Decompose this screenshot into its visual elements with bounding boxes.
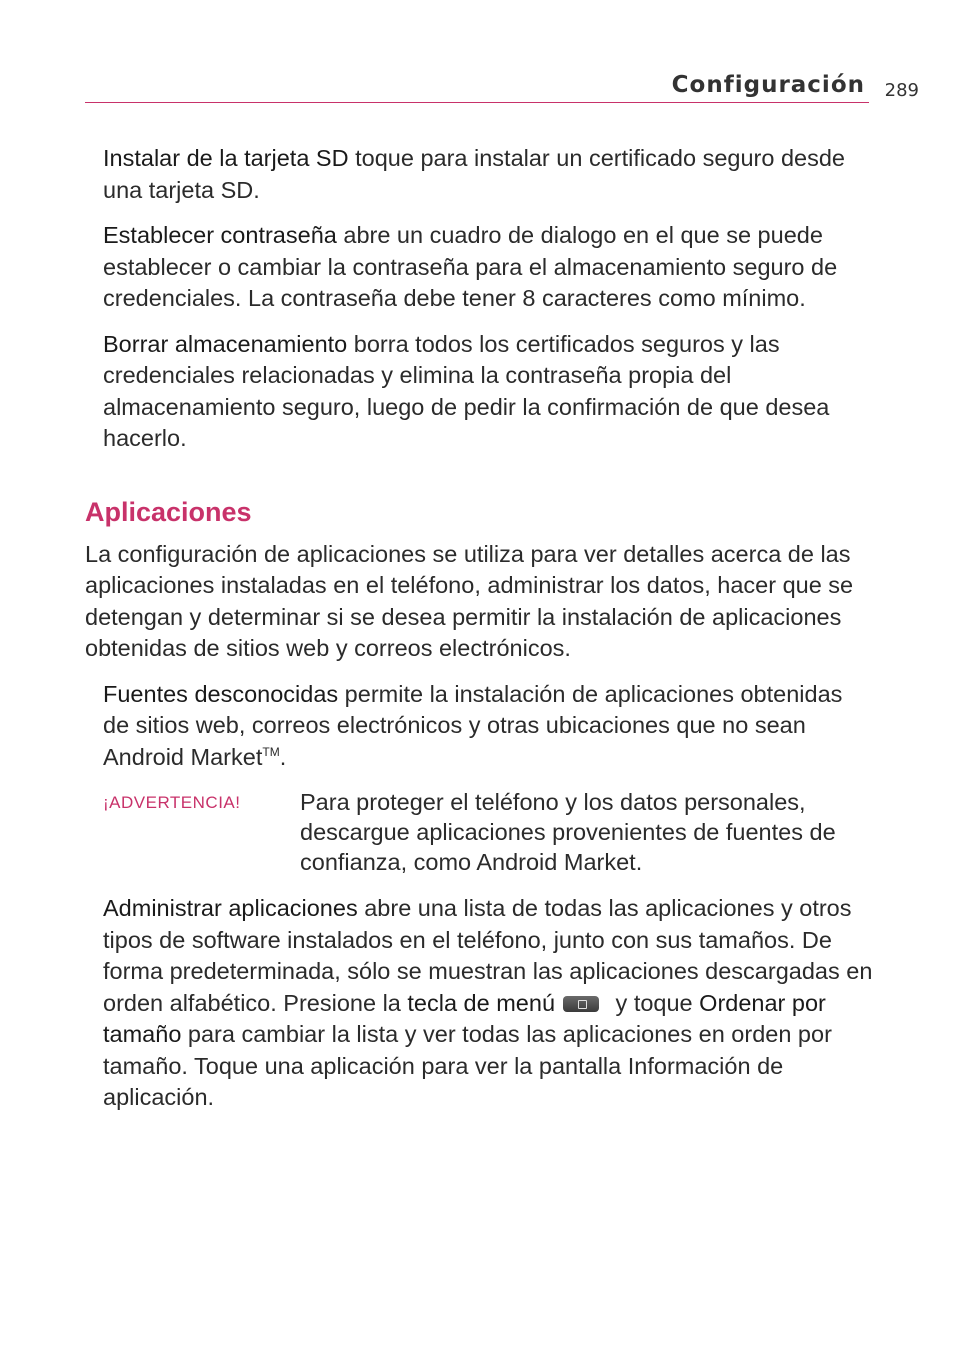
entry-term: Instalar de la tarjeta SD — [103, 145, 349, 171]
page-content — [85, 143, 875, 1128]
header-divider — [85, 102, 869, 103]
entry-description: borra todos los certificados seguros y las credenciales relacionadas y elimina la contraseña propia del almacenamiento seguro, luego de pedir la confirmación de que desea hacerlo. — [103, 330, 830, 451]
entry-administrar-aplicaciones — [103, 893, 875, 1114]
page-header — [85, 66, 919, 106]
entry-description: abre un cuadro de dialogo en el que se puede establecer o cambiar la contraseña para el almacenamiento seguro de credenciales. La contraseña debe tener 8 caracteres como mínimo. — [103, 222, 838, 311]
entry-term: Borrar almacenamiento — [103, 330, 348, 357]
warning-block — [103, 787, 875, 877]
entry-end: . — [279, 743, 287, 770]
entry-term: Establecer contraseña — [103, 222, 337, 248]
entry-borrar-almacenamiento — [103, 329, 875, 455]
entry-instalar-sd — [103, 143, 875, 206]
trademark-mark: TM — [262, 744, 280, 759]
entry-description: toque para instalar un certificado seguro desde una tarjeta SD. — [103, 145, 846, 203]
warning-text: Para proteger el teléfono y los datos personales, descargue aplicaciones provenientes de fuentes de confianza, como Android Market. — [300, 789, 836, 875]
entry-text-3: para cambiar la lista y ver todas las aplicaciones en orden por tamaño. Toque una aplicación para ver la pantalla Información de aplicación. — [103, 1021, 832, 1110]
section-heading-aplicaciones: Aplicaciones — [85, 496, 252, 527]
chapter-title: Configuración — [671, 72, 865, 98]
warning-label: ¡ADVERTENCIA! — [103, 793, 241, 812]
entry-term: Fuentes desconocidas — [103, 680, 339, 707]
entry-fuentes-desconocidas — [103, 679, 875, 774]
entry-text-1: abre una lista de todas las aplicaciones y otros tipos de software instalados en el teléfono, junto con sus tamaños. De forma predeterminada, sólo se muestran las aplicaciones descargadas en orden alfabético. Presione la — [103, 895, 873, 1016]
entry-description: permite la instalación de aplicaciones obtenidas de sitios web, correos electrónicos y otras ubicaciones que no sean Android Market — [103, 680, 843, 770]
page-number: 289 — [884, 80, 919, 101]
sort-by-size-term: Ordenar por tamaño — [103, 989, 826, 1047]
section-intro: La configuración de aplicaciones se utiliza para ver detalles acerca de las aplicaciones instaladas en el teléfono, administrar los datos, hacer que se detengan y determinar si se desea permitir la instalación de aplicaciones obtenidas de sitios web y correos electrónicos. — [85, 540, 854, 661]
entry-establecer-contrasena — [103, 220, 875, 315]
entry-text-2: y toque — [609, 989, 700, 1016]
menu-key-icon — [563, 996, 599, 1012]
entry-term: Administrar aplicaciones — [103, 895, 358, 921]
menu-key-term: tecla de menú — [407, 989, 556, 1016]
